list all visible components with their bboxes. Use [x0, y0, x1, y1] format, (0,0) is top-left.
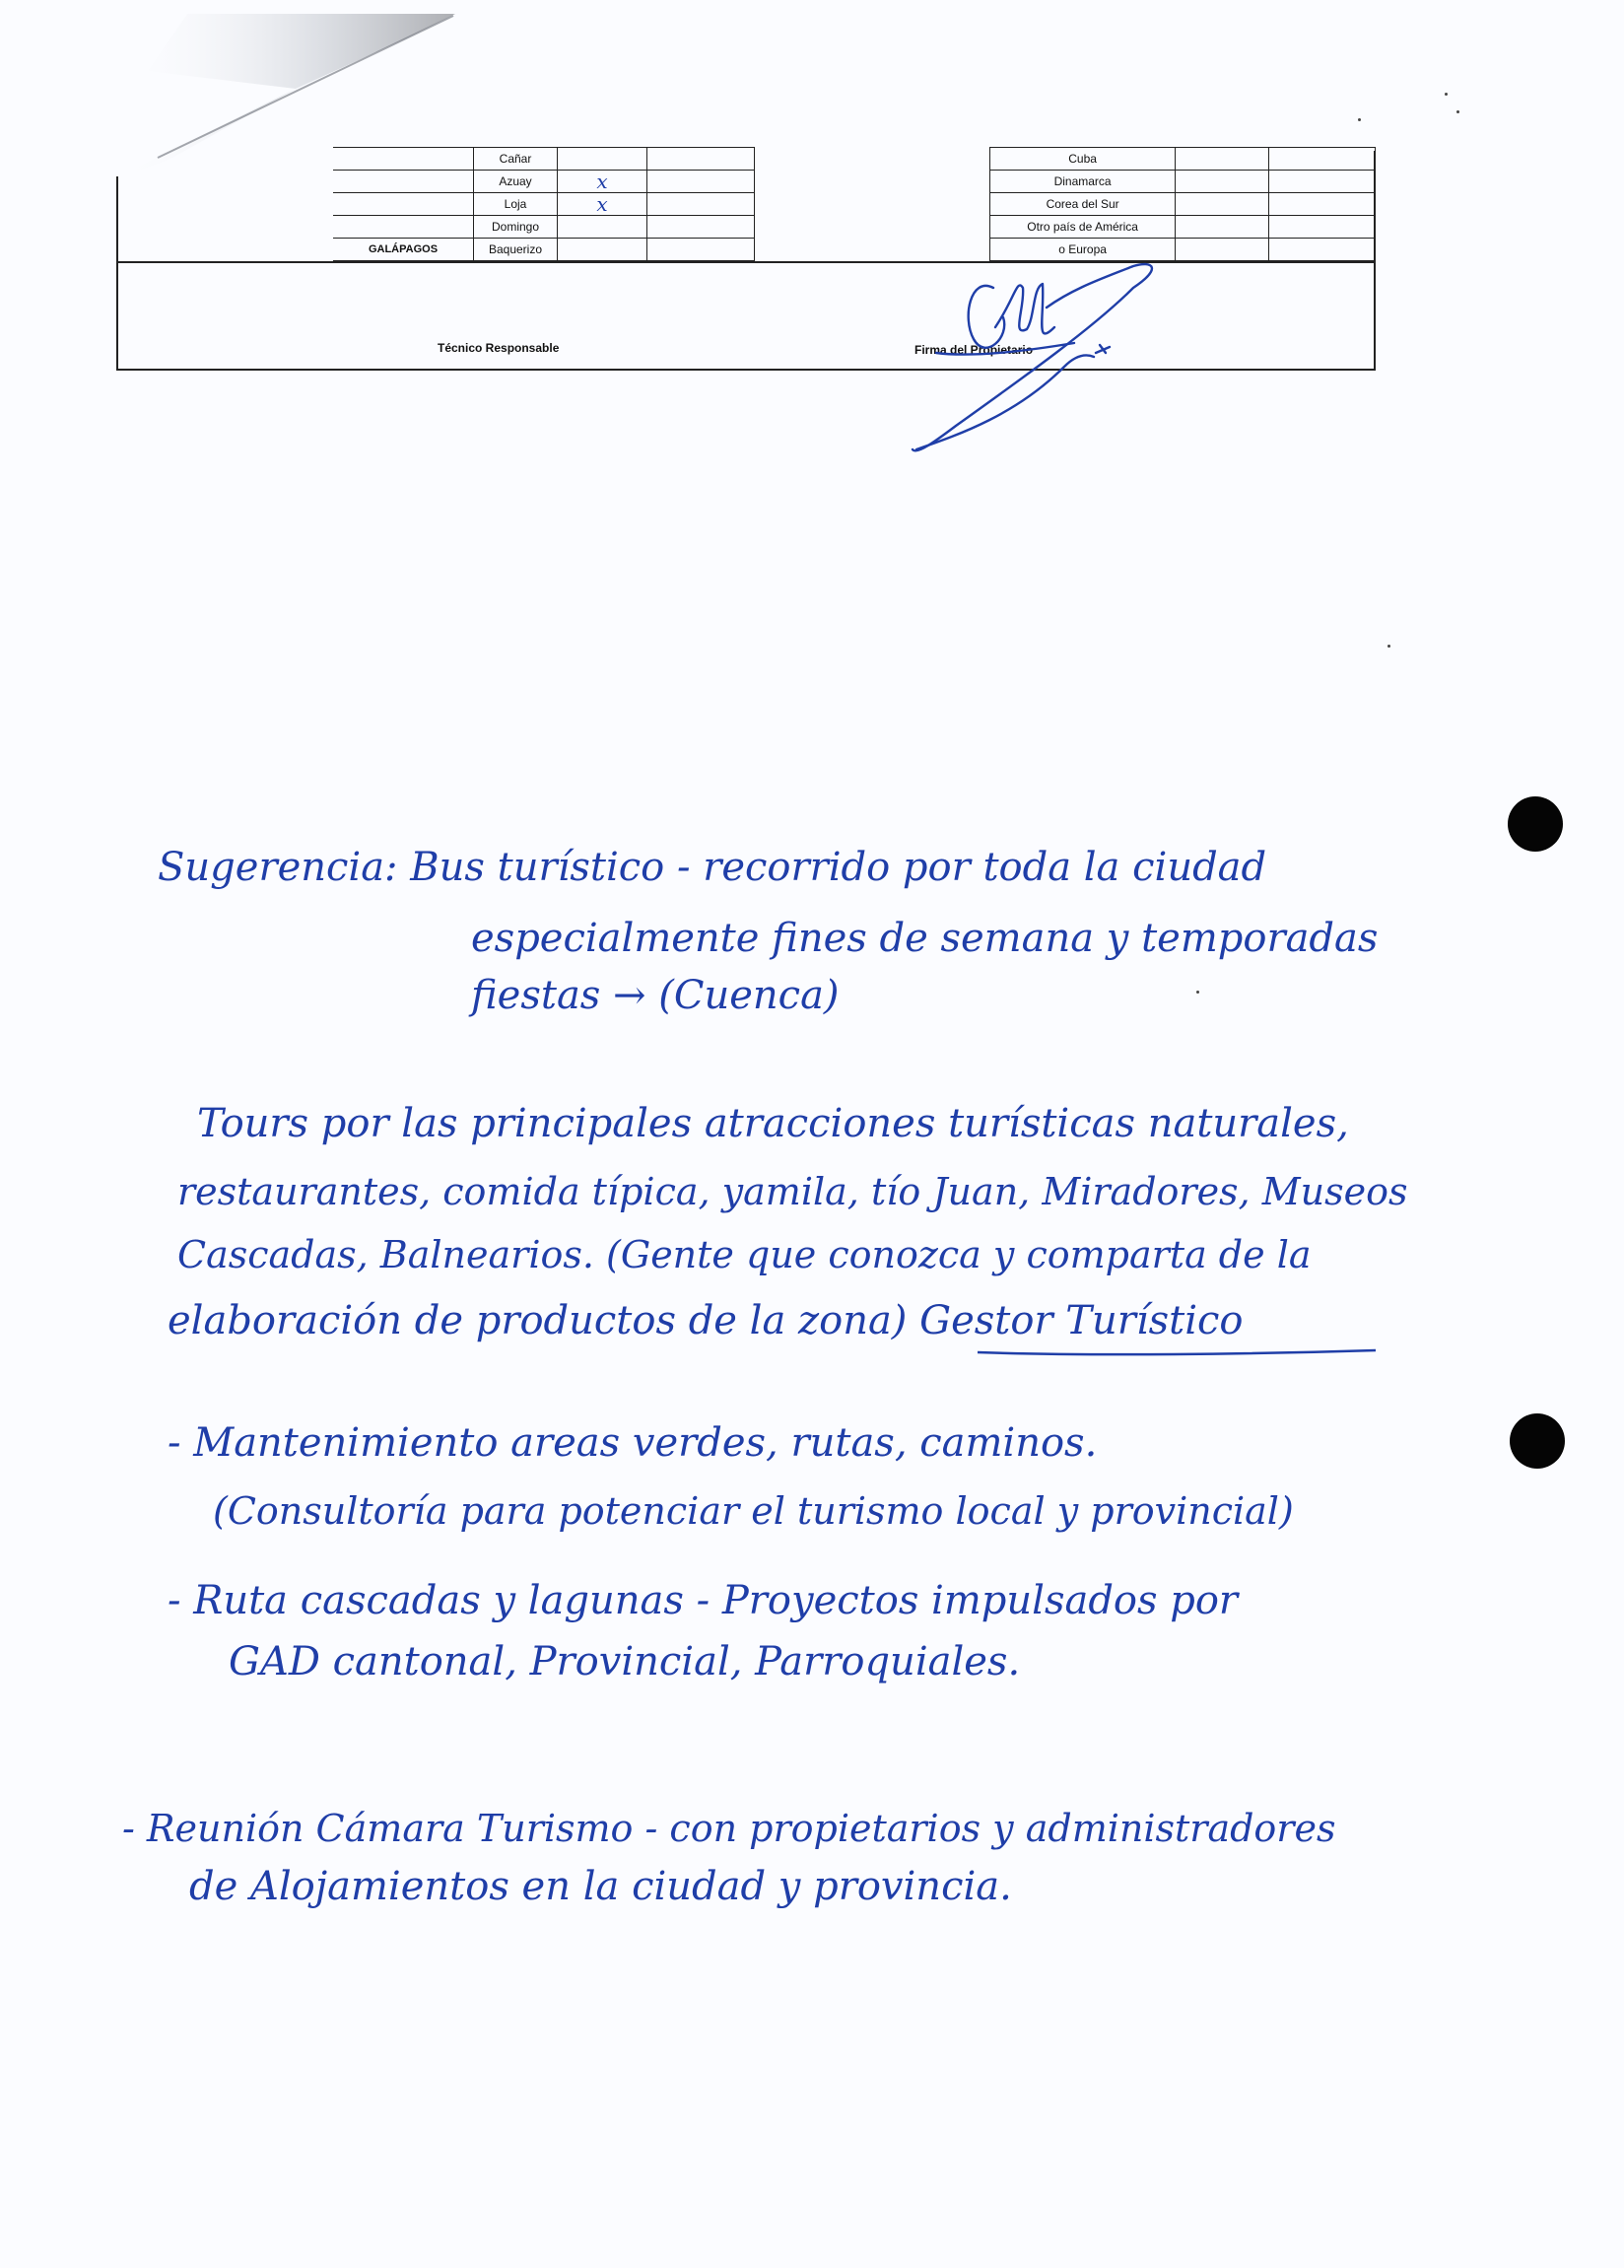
- empty-cell: [1176, 239, 1268, 261]
- handwritten-line: fiestas → (Cuenca): [471, 973, 840, 1018]
- mark-cell: [558, 171, 647, 193]
- country-table: [989, 147, 1376, 261]
- province-table: [333, 147, 755, 261]
- empty-cell: [647, 239, 755, 261]
- country-cell: o Europa: [990, 239, 1176, 261]
- underline: [976, 1342, 1380, 1358]
- province-cell: [333, 171, 474, 193]
- signature-image: [877, 258, 1173, 465]
- technician-label: Técnico Responsable: [438, 341, 560, 355]
- country-cell: Otro país de América: [990, 216, 1176, 239]
- handwritten-line: - Mantenimiento areas verdes, rutas, caminos.: [168, 1420, 1098, 1466]
- form-bottom-border: [116, 369, 1376, 371]
- city-cell: Baquerizo: [474, 239, 558, 261]
- city-cell: Loja: [474, 193, 558, 216]
- mark-cell: [558, 193, 647, 216]
- empty-cell: [1268, 216, 1375, 239]
- table-row: [333, 171, 755, 193]
- speck: [1196, 991, 1199, 994]
- empty-cell: [1268, 239, 1375, 261]
- table-row: [990, 216, 1376, 239]
- handwritten-mark: x: [596, 192, 608, 216]
- form-left-border-top: [116, 176, 118, 261]
- table-row: [333, 148, 755, 171]
- province-cell: [333, 193, 474, 216]
- empty-cell: [1268, 193, 1375, 216]
- country-cell: Dinamarca: [990, 171, 1176, 193]
- province-cell: [333, 216, 474, 239]
- table-row: [990, 193, 1376, 216]
- handwritten-line: GAD cantonal, Provincial, Parroquiales.: [229, 1639, 1021, 1684]
- form-left-border: [116, 261, 118, 370]
- empty-cell: [647, 171, 755, 193]
- handwritten-line: restaurantes, comida típica, yamila, tío Juan, Miradores, Museos: [177, 1170, 1408, 1213]
- empty-cell: [647, 216, 755, 239]
- handwritten-line: especialmente fines de semana y temporadas: [471, 916, 1379, 961]
- table-row: [333, 239, 755, 261]
- country-cell: Cuba: [990, 148, 1176, 171]
- handwritten-line: Cascadas, Balnearios. (Gente que conozca y comparta de la: [177, 1233, 1312, 1276]
- speck: [1445, 93, 1448, 96]
- mark-cell: [558, 148, 647, 171]
- city-cell: Domingo: [474, 216, 558, 239]
- empty-cell: [647, 193, 755, 216]
- form-divider: [116, 261, 1374, 263]
- city-cell: Azuay: [474, 171, 558, 193]
- country-cell: Corea del Sur: [990, 193, 1176, 216]
- table-row: [333, 193, 755, 216]
- mark-cell: [558, 216, 647, 239]
- empty-cell: [1176, 148, 1268, 171]
- speck: [1387, 645, 1390, 648]
- empty-cell: [647, 148, 755, 171]
- table-row: [990, 148, 1376, 171]
- empty-cell: [1176, 216, 1268, 239]
- empty-cell: [1176, 193, 1268, 216]
- table-row: [990, 171, 1376, 193]
- speck: [1456, 110, 1459, 113]
- handwritten-mark: x: [596, 170, 608, 193]
- punch-hole: [1510, 1413, 1565, 1469]
- empty-cell: [1268, 148, 1375, 171]
- handwritten-line: - Reunión Cámara Turismo - con propietarios y administradores: [122, 1807, 1336, 1850]
- handwritten-line: Tours por las principales atracciones turísticas naturales,: [197, 1101, 1349, 1146]
- table-row: [333, 216, 755, 239]
- province-cell: [333, 148, 474, 171]
- owner-signature-label: Firma del Propietario: [914, 343, 1034, 357]
- handwritten-line: Sugerencia: Bus turístico - recorrido por toda la ciudad: [158, 845, 1267, 890]
- mark-cell: [558, 239, 647, 261]
- handwritten-line: elaboración de productos de la zona) Gestor Turístico: [168, 1298, 1244, 1343]
- province-cell: GALÁPAGOS: [333, 239, 474, 261]
- handwritten-line: (Consultoría para potenciar el turismo local y provincial): [213, 1489, 1294, 1533]
- punch-hole: [1508, 796, 1563, 852]
- form-fragment: [116, 141, 1376, 373]
- empty-cell: [1268, 171, 1375, 193]
- empty-cell: [1176, 171, 1268, 193]
- speck: [1358, 118, 1361, 121]
- handwritten-line: de Alojamientos en la ciudad y provincia.: [189, 1864, 1012, 1909]
- handwritten-line: - Ruta cascadas y lagunas - Proyectos impulsados por: [168, 1578, 1239, 1623]
- city-cell: Cañar: [474, 148, 558, 171]
